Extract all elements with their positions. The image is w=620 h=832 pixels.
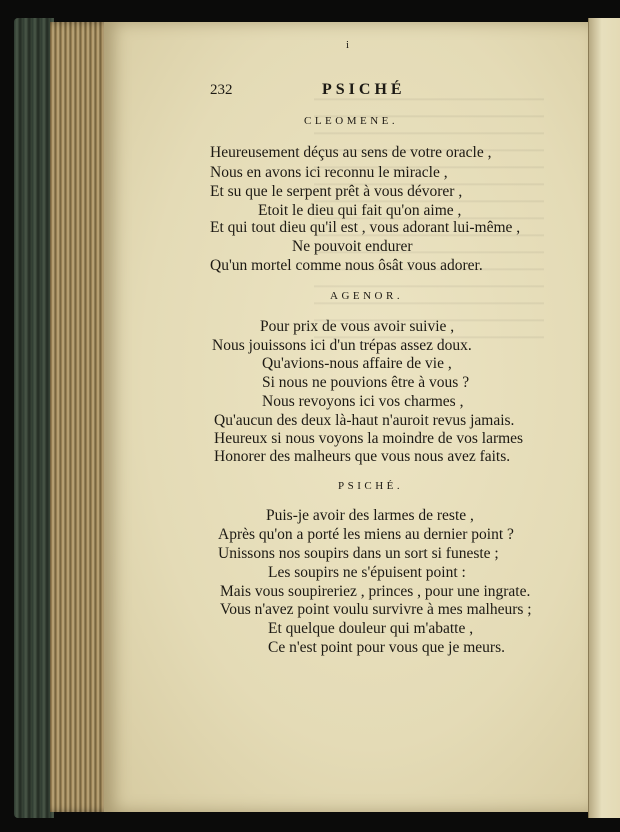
verse-line: Honorer des malheurs que vous nous avez faits. [214, 448, 511, 465]
verse-line: Qu'un mortel comme nous ôsât vous adorer. [210, 257, 483, 274]
verse-line: Si nous ne pouvions être à vous ? [262, 374, 470, 391]
verse-line: Heureusement déçus au sens de votre oracle , [210, 144, 492, 161]
verse-line: Heureux si nous voyons la moindre de vos larmes [214, 430, 524, 447]
verse-line: Ne pouvoit endurer [292, 238, 413, 255]
speaker-name: CLEOMENE. [304, 115, 399, 127]
verse-line: Nous revoyons ici vos charmes , [262, 393, 464, 410]
verse-line: Les soupirs ne s'épuisent point : [268, 564, 466, 581]
page-number: 232 [210, 82, 233, 98]
verse-line: Mais vous soupireriez , princes , pour une ingrate. [220, 583, 531, 600]
verse-line: Et qui tout dieu qu'il est , vous adorant lui-même , [210, 219, 521, 236]
verse-line: Puis-je avoir des larmes de reste , [266, 507, 474, 524]
verse-line: Vous n'avez point voulu survivre à mes malheurs ; [220, 601, 532, 618]
page-mark: i [346, 39, 350, 51]
verse-line: Nous en avons ici reconnu le miracle , [210, 164, 448, 181]
verse-line: Etoit le dieu qui fait qu'on aime , [258, 202, 462, 219]
verse-line: Qu'aucun des deux là-haut n'auroit revus jamais. [214, 412, 515, 429]
facing-page-edge [588, 18, 620, 818]
book-spine [14, 18, 54, 818]
verse-line: Et quelque douleur qui m'abatte , [268, 620, 474, 637]
verse-line: Qu'avions-nous affaire de vie , [262, 355, 452, 372]
running-head: PSICHÉ [322, 81, 406, 98]
verse-line: Unissons nos soupirs dans un sort si funeste ; [218, 545, 499, 562]
speaker-name: PSICHÉ. [338, 480, 404, 492]
verse-line: Pour prix de vous avoir suivie , [260, 318, 455, 335]
speaker-name: AGENOR. [330, 290, 404, 302]
page-edges [50, 22, 112, 812]
verse-line: Ce n'est point pour vous que je meurs. [268, 639, 505, 656]
verse-line: Après qu'on a porté les miens au dernier point ? [218, 526, 514, 543]
verse-line: Nous jouissons ici d'un trépas assez doux. [212, 337, 472, 354]
verse-line: Et su que le serpent prêt à vous dévorer , [210, 183, 463, 200]
